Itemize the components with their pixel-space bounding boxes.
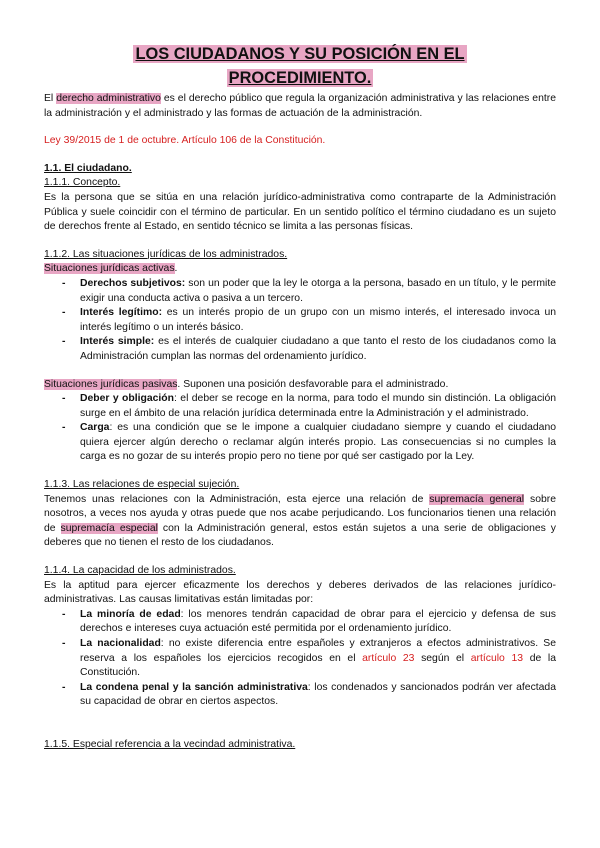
intro-paragraph: El derecho administrativo es el derecho público que regula la organización administrativa y las relaciones entre la administración y el administrado y las formas de actuación de la administración. — [44, 93, 556, 119]
highlight-supremacia-especial: supremacía especial — [60, 522, 158, 534]
list-item: - La minoría de edad: los menores tendrán capacidad de obrar para el ejercicio y defensa de sus derechos e intereses cuya actuación esté permitida por el ordenamiento jurídico. — [80, 608, 556, 637]
list-item: - Deber y obligación: el deber se recoge en la norma, para todo el mundo sin distinción. La obligación surge en el ámbito de una relación jurídica determinada entre la Administración y el administrado. — [80, 392, 556, 421]
list-item: - Derechos subjetivos: son un poder que la ley le otorga a la persona, basado en un título, y le permite exigir una conducta activa o pasiva a un tercero. — [80, 277, 556, 306]
highlight-supremacia-general: supremacía general — [429, 493, 525, 505]
title-line-1: LOS CIUDADANOS Y SU POSICIÓN EN EL — [135, 45, 465, 63]
pasivas-list — [44, 392, 556, 465]
list-item: - Interés simple: es el interés de cualquier ciudadano a que tanto el resto de los ciudadanos como la Administración cumplan las normas del ordenamiento jurídico. — [80, 335, 556, 364]
document-title — [44, 42, 556, 90]
capacidad-list — [44, 608, 556, 710]
pasivas-label: Situaciones jurídicas pasivas. Suponen una posición desfavorable para el administrado. — [44, 378, 449, 390]
heading-1-1-3: 1.1.3. Las relaciones de especial sujeción. — [44, 479, 240, 491]
link-articulo-13: artículo 13 — [470, 652, 524, 664]
activas-label: Situaciones jurídicas activas. — [44, 263, 178, 275]
list-item: - La nacionalidad: no existe diferencia entre españoles y extranjeros a efectos administrativos. Se reserva a los españoles los ejercicios recogidos en el artículo 23 según el artículo 13 de la Constitución. — [80, 637, 556, 681]
heading-1-1-2: 1.1.2. Las situaciones jurídicas de los administrados. — [44, 248, 288, 260]
concepto-paragraph: Es la persona que se sitúa en una relación jurídico-administrativa como contraparte de la Administración Pública y suele coincidir con el término de particular. En un sentido político el término ciudadano es un sujeto de derechos frente al Estado, en sentido técnico se limita a las personas físicas. — [44, 191, 556, 233]
list-item: - Interés legítimo: es un interés propio de un grupo con un mismo interés, el interesado invoca un interés legítimo o un interés básico. — [80, 306, 556, 335]
activas-list — [44, 277, 556, 365]
heading-1-1-5: 1.1.5. Especial referencia a la vecindad administrativa. — [44, 738, 296, 750]
highlight-derecho-administrativo: derecho administrativo — [56, 93, 161, 104]
law-reference: Ley 39/2015 de 1 de octubre. Artículo 106 de la Constitución. — [44, 135, 326, 147]
list-item: - La condena penal y la sanción administrativa: los condenados y sancionados podrán ver afectada su capacidad de obrar en ciertos aspectos. — [80, 681, 556, 710]
heading-1-1-4: 1.1.4. La capacidad de los administrados. — [44, 565, 236, 577]
heading-1-1: 1.1. El ciudadano. — [44, 162, 132, 174]
heading-1-1-1: 1.1.1. Concepto. — [44, 177, 121, 189]
capacidad-paragraph: Es la aptitud para ejercer eficazmente los derechos y deberes derivados de las relaciones jurídico-administrativas. Las causas limitativas están limitadas por: — [44, 579, 556, 606]
list-item: - Carga: es una condición que se le impone a cualquier ciudadano siempre y cuando el ciudadano quiera ejercer algún derecho o reclamar algún interés propio. Las consecuencias si no cumples la carga es no gozar de su interés propio pero no tiene por qué ser castigado por la Ley. — [80, 421, 556, 465]
link-articulo-23: artículo 23 — [362, 652, 415, 664]
title-line-2: PROCEDIMIENTO. — [228, 69, 372, 87]
sujecion-paragraph: Tenemos unas relaciones con la Administración, esta ejerce una relación de supremacía general sobre nosotros, a veces nos ayuda y otras puede que nos acabe perjudicando. Los funcionarios tienen una relación de supremacía especial con la Administración general, estos están sujetos a una serie de obligaciones y deberes que no tienen el resto de los ciudadanos. — [44, 493, 557, 549]
